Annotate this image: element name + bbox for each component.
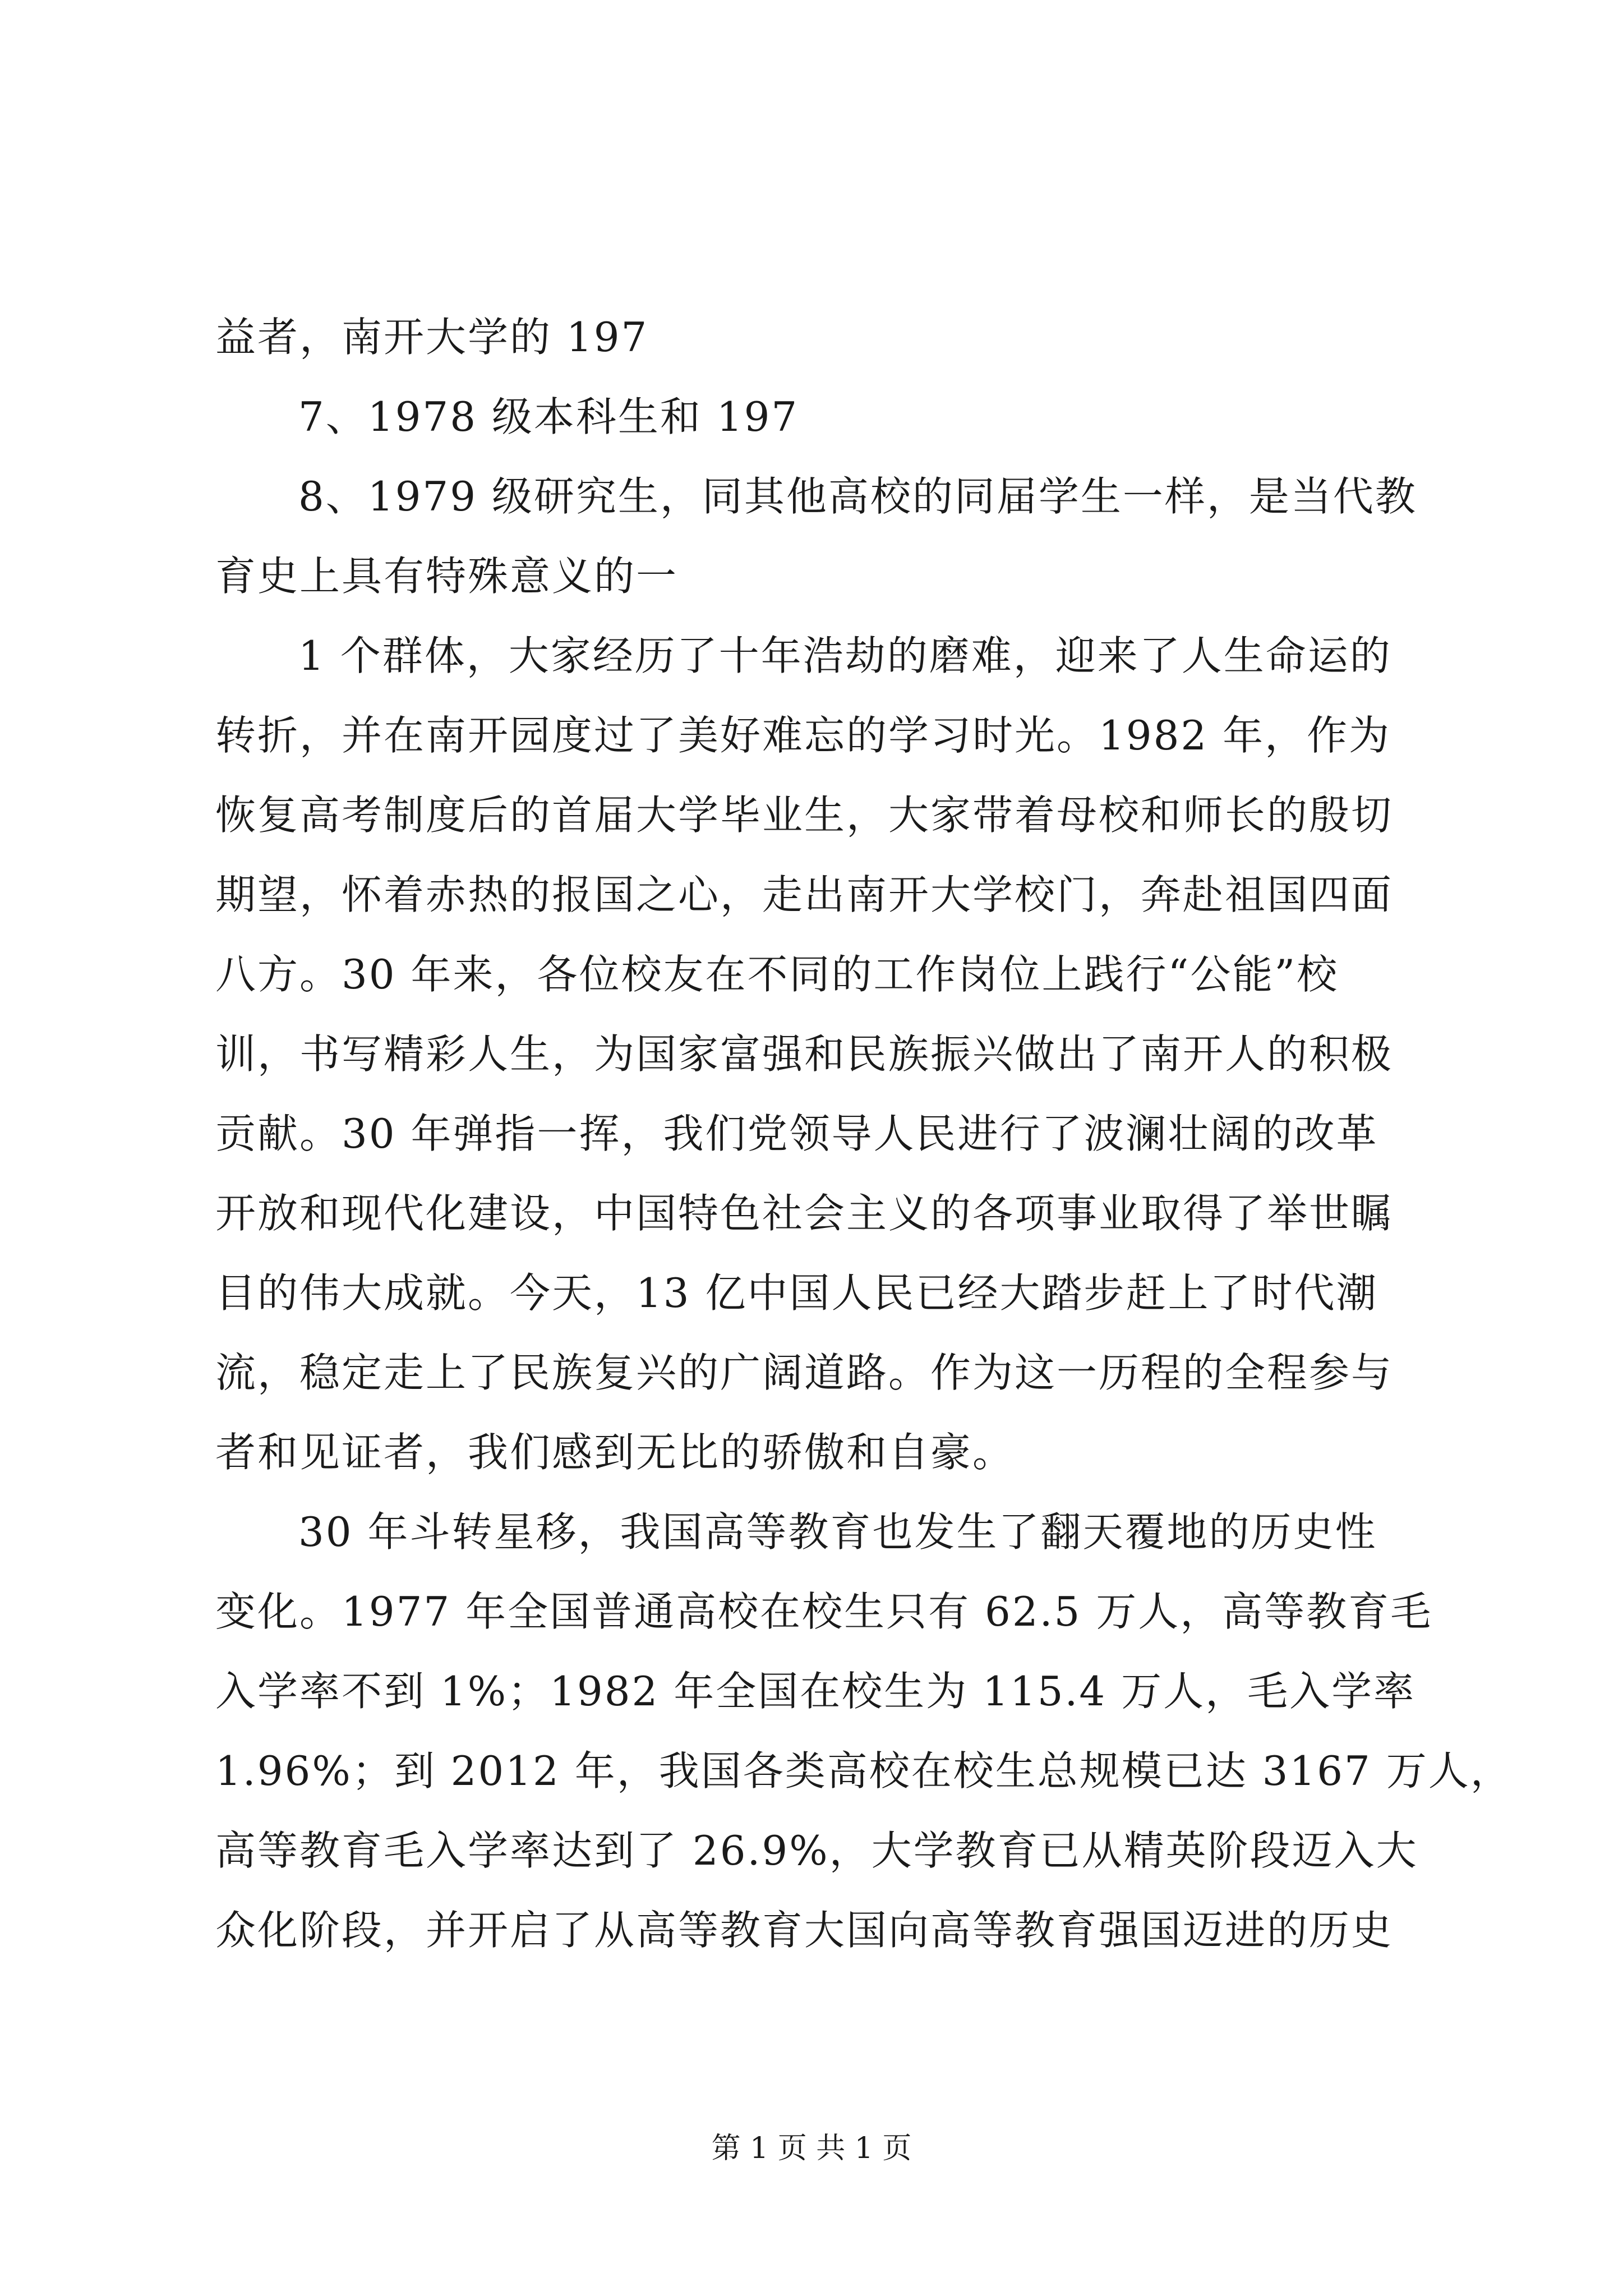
text-line: 入学率不到 1%；1982 年全国在校生为 115.4 万人，毛入学率 bbox=[215, 1668, 1416, 1715]
text-line: 贡献。30 年弹指一挥，我们党领导人民进行了波澜壮阔的改革 bbox=[215, 1110, 1378, 1157]
text-line: 期望，怀着赤热的报国之心，走出南开大学校门，奔赴祖国四面 bbox=[215, 871, 1394, 918]
text-line: 八方。30 年来，各位校友在不同的工作岗位上践行“公能”校 bbox=[215, 951, 1339, 998]
text-line: 者和见证者，我们感到无比的骄傲和自豪。 bbox=[215, 1429, 1015, 1476]
text-line: 高等教育毛入学率达到了 26.9%，大学教育已从精英阶段迈入大 bbox=[215, 1827, 1418, 1874]
text-line: 目的伟大成就。今天，13 亿中国人民已经大踏步赶上了时代潮 bbox=[215, 1269, 1378, 1317]
document-body bbox=[215, 297, 1513, 1970]
text-line: 7、1978 级本科生和 197 bbox=[298, 393, 799, 440]
page-footer bbox=[0, 2132, 1623, 2165]
text-line: 开放和现代化建设，中国特色社会主义的各项事业取得了举世瞩 bbox=[215, 1190, 1394, 1237]
text-line: 8、1979 级研究生，同其他高校的同届学生一样，是当代教 bbox=[298, 473, 1417, 520]
text-line: 益者，南开大学的 197 bbox=[215, 314, 649, 361]
page-number: 第 1 页 共 1 页 bbox=[711, 2132, 912, 2165]
text-line: 众化阶段，并开启了从高等教育大国向高等教育强国迈进的历史 bbox=[215, 1907, 1394, 1954]
text-line: 1.96%；到 2012 年，我国各类高校在校生总规模已达 3167 万人， bbox=[215, 1747, 1513, 1795]
text-line: 转折，并在南开园度过了美好难忘的学习时光。1982 年，作为 bbox=[215, 712, 1391, 759]
text-line: 恢复高考制度后的首届大学毕业生，大家带着母校和师长的殷切 bbox=[215, 792, 1394, 839]
text-line: 30 年斗转星移，我国高等教育也发生了翻天覆地的历史性 bbox=[298, 1508, 1377, 1556]
text-line: 训，书写精彩人生，为国家富强和民族振兴做出了南开人的积极 bbox=[215, 1030, 1394, 1078]
text-line: 育史上具有特殊意义的一 bbox=[215, 553, 679, 600]
text-line: 1 个群体，大家经历了十年浩劫的磨难，迎来了人生命运的 bbox=[298, 632, 1392, 679]
text-line: 流，稳定走上了民族复兴的广阔道路。作为这一历程的全程参与 bbox=[215, 1349, 1394, 1396]
text-line: 变化。1977 年全国普通高校在校生只有 62.5 万人，高等教育毛 bbox=[215, 1588, 1433, 1635]
